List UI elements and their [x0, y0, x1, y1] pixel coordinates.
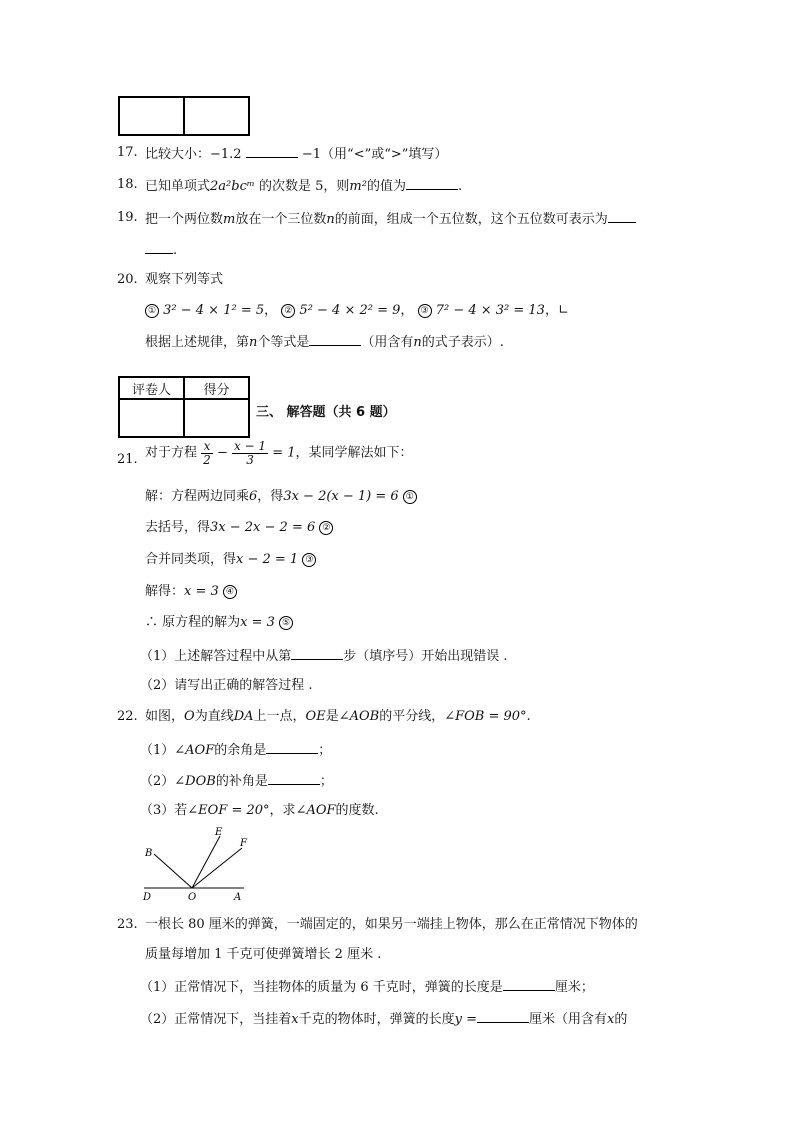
score-header-grader: 评卷人: [119, 377, 184, 399]
label-A: A: [234, 892, 242, 903]
score-cell-1: [119, 97, 184, 135]
label-F: F: [240, 838, 247, 849]
label-O: O: [188, 892, 197, 903]
q23-line-2: 质量每增加 1 千克可使弹簧增长 2 厘米 .: [145, 947, 382, 962]
top-score-box: [118, 96, 250, 136]
q21-fraction-2: $\frac{x - 1}{3}$: [233, 439, 267, 467]
score-cell-2: [184, 97, 249, 135]
q18-number: 18.: [117, 177, 138, 192]
q21-sub-2: （2）请写出正确的解答过程 .: [140, 678, 313, 693]
q21-step-1: 解：方程两边同乘6，得3x − 2(x − 1) = 6 ①: [145, 489, 417, 505]
q22-sub-1: （1）∠AOF的余角是 ；: [140, 743, 332, 758]
q20-number: 20.: [117, 272, 138, 287]
q20-equations: ① 3² − 4 × 1² = 5， ② 5² − 4 × 2² = 9， ③ 7² − 4 × 3² = 13，∟: [145, 303, 569, 319]
q17-answer-blank[interactable]: [246, 145, 298, 158]
q20-title: 观察下列等式: [145, 272, 224, 287]
q18-text: 已知单项式2a²bcᵐ 的次数是 5，则m²的值为 .: [145, 179, 463, 194]
q21-number: 21.: [117, 452, 138, 467]
score-value-cell: [184, 399, 249, 437]
q21-fraction-1: $\frac{x}{2}$: [203, 439, 211, 467]
ray-OE: [192, 836, 220, 888]
label-D: D: [143, 892, 152, 903]
q21-answer-blank[interactable]: [291, 647, 343, 660]
q22-number: 22.: [117, 709, 138, 724]
q17-text: 比较大小：−1.2 −1（用“<”或“>”填写）: [145, 147, 448, 162]
q21-intro: 对于方程 $\frac{x}{2}$ − $\frac{x - 1}{3}$ = 1，某同学解法如下：: [145, 439, 413, 467]
q19-number: 19.: [117, 210, 138, 225]
ray-OB: [154, 854, 192, 888]
q21-step-5: ∴ 原方程的解为x = 3 ⑤: [145, 615, 293, 631]
q18-answer-blank[interactable]: [406, 177, 458, 190]
q20-answer-blank[interactable]: [309, 333, 361, 346]
section-score-box: [118, 376, 250, 438]
q23-answer-blank-1[interactable]: [503, 978, 555, 991]
q22-sub-2: （2）∠DOB的补角是 ；: [140, 774, 333, 789]
q20-question: 根据上述规律，第n个等式是 （用含有n的式子表示）.: [145, 335, 504, 350]
score-header-score: 得分: [184, 377, 249, 399]
section-3-title: 三、 解答题（共 6 题）: [256, 405, 396, 420]
q23-answer-blank-2[interactable]: [477, 1010, 529, 1023]
q23-number: 23.: [117, 917, 138, 932]
q22-answer-blank-2[interactable]: [268, 772, 320, 785]
q23-sub-2: （2）正常情况下，当挂着x千克的物体时，弹簧的长度y = 厘米（用含有x的: [140, 1012, 628, 1027]
q22-text: 如图，O为直线DA上一点，OE是∠AOB的平分线，∠FOB = 90°.: [145, 709, 531, 724]
q21-step-2: 去括号，得3x − 2x − 2 = 6 ②: [145, 520, 333, 536]
q23-line-1: 一根长 80 厘米的弹簧，一端固定的，如果另一端挂上物体，那么在正常情况下物体的: [145, 917, 638, 932]
label-E: E: [215, 827, 223, 838]
q19-answer-blank-b[interactable]: [145, 241, 173, 254]
label-B: B: [145, 848, 153, 859]
q21-step-3: 合并同类项，得x − 2 = 1 ③: [145, 552, 316, 568]
q21-sub-1: （1）上述解答过程中从第 步（填序号）开始出现错误 .: [140, 649, 508, 664]
q22-angle-figure: [138, 824, 258, 904]
q19-answer-blank-a[interactable]: [608, 210, 636, 223]
q22-sub-3: （3）若∠EOF = 20°，求∠AOF的度数.: [140, 803, 379, 818]
q19-text-cont: .: [145, 241, 177, 259]
q17-number: 17.: [117, 145, 138, 160]
q22-answer-blank-1[interactable]: [266, 741, 318, 754]
ray-OF: [192, 848, 242, 888]
score-grader-cell: [119, 399, 184, 437]
q21-step-4: 解得：x = 3 ④: [145, 584, 237, 600]
q19-text: 把一个两位数m放在一个三位数n的前面，组成一个五位数，这个五位数可表示为: [145, 210, 636, 228]
q23-sub-1: （1）正常情况下，当挂物体的质量为 6 千克时，弹簧的长度是 厘米；: [140, 980, 594, 995]
